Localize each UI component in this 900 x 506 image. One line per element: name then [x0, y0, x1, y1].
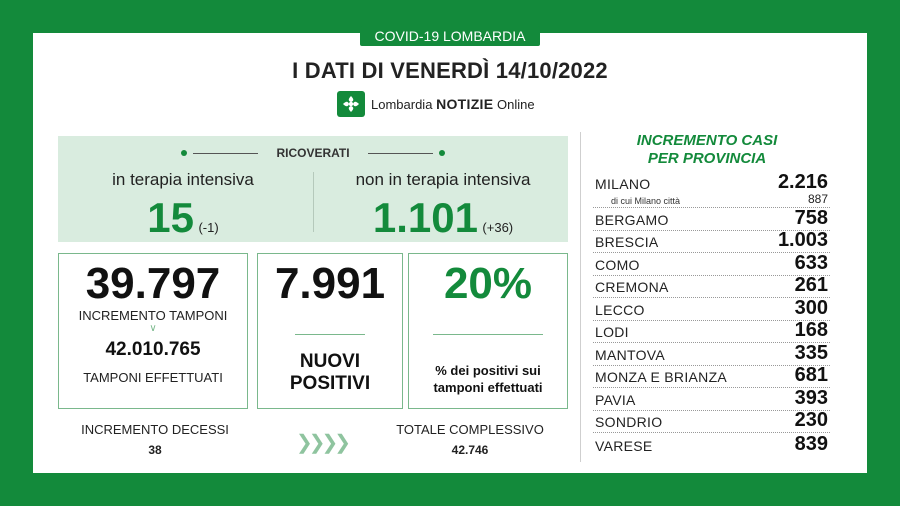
province-value: 633 [794, 251, 828, 274]
province-value: 2.216 [777, 171, 828, 193]
divider [368, 153, 433, 154]
list-item [593, 366, 830, 389]
provinces-title-2: PER PROVINCIA [647, 150, 767, 167]
province-name: PAVIA [595, 391, 636, 408]
non-icu-delta: (+36) [482, 220, 514, 235]
list-item [593, 298, 830, 321]
provinces-list [593, 172, 830, 456]
tests-increment-value: 39.797 [85, 259, 221, 308]
divider [433, 334, 543, 335]
province-name: COMO [595, 256, 640, 273]
divider [313, 172, 314, 232]
province-value: 758 [794, 206, 828, 229]
chevrons-right-icon: ❯❯❯❯ [296, 432, 348, 454]
divider [580, 132, 581, 462]
list-item [593, 253, 830, 276]
deaths-increment-label: INCREMENTO DECESSI [81, 422, 229, 437]
province-value: 1.003 [777, 229, 828, 251]
province-value: 261 [794, 274, 828, 296]
list-item [593, 172, 830, 208]
province-value: 168 [794, 319, 828, 341]
non-icu-label: non in terapia intensiva [355, 170, 531, 189]
icu-block [78, 170, 288, 242]
logo[interactable] [337, 91, 535, 117]
province-name: SONDRIO [595, 414, 663, 430]
positivity-rate-label-2: tamponi effettuati [433, 380, 543, 395]
dot-icon [439, 150, 445, 156]
deaths-total-block [380, 422, 560, 457]
province-name: MANTOVA [595, 346, 666, 363]
icu-delta: (-1) [198, 220, 219, 235]
icu-value: 15 [147, 194, 195, 241]
list-item [593, 388, 830, 411]
logo-text [371, 96, 535, 112]
deaths-increment-block [62, 422, 248, 457]
logo-suffix: Online [497, 97, 535, 112]
hospitalized-heading: RICOVERATI [276, 146, 350, 160]
tests-increment-label: INCREMENTO TAMPONI [78, 308, 228, 323]
divider [295, 334, 365, 335]
logo-bold: NOTIZIE [436, 96, 494, 112]
province-name: MONZA E BRIANZA [595, 369, 728, 385]
non-icu-block [328, 170, 558, 242]
milano-city-value: 887 [807, 192, 828, 206]
province-name: MILANO [595, 176, 651, 192]
list-item [593, 411, 830, 434]
positives-label-2: POSITIVI [289, 373, 371, 394]
list-item [593, 343, 830, 366]
province-value: 839 [794, 432, 828, 455]
province-name: LODI [595, 324, 629, 340]
chevron-down-icon: ∨ [149, 323, 157, 334]
provinces-title-1: INCREMENTO CASI [636, 132, 778, 149]
province-name: BRESCIA [595, 234, 659, 250]
logo-prefix: Lombardia [371, 97, 433, 112]
tests-box [58, 253, 248, 409]
positives-label-1: NUOVI [299, 351, 361, 372]
page-title: I DATI DI VENERDÌ 14/10/2022 [292, 58, 608, 83]
provinces-title [597, 132, 817, 168]
list-item [593, 231, 830, 254]
icu-label: in terapia intensiva [112, 170, 254, 189]
province-name: BERGAMO [595, 211, 669, 228]
tests-total-value: 42.010.765 [105, 339, 201, 360]
list-item [593, 276, 830, 299]
deaths-total-value: 42.746 [451, 443, 489, 457]
province-value: 393 [794, 386, 828, 409]
positives-box [257, 253, 403, 409]
hospitalized-panel [58, 136, 568, 242]
province-name: VARESE [595, 437, 653, 454]
province-value: 335 [794, 341, 828, 364]
list-item [593, 433, 830, 456]
header-tag: COVID-19 LOMBARDIA [360, 26, 540, 46]
positivity-rate-box [408, 253, 568, 409]
positives-value: 7.991 [274, 259, 386, 308]
positivity-rate-label-1: % dei positivi sui [435, 363, 541, 378]
deaths-increment-value: 38 [148, 443, 162, 457]
lombardia-logo-icon [337, 91, 365, 117]
list-item [593, 208, 830, 231]
list-item [593, 321, 830, 344]
tests-total-label: TAMPONI EFFETTUATI [83, 370, 223, 385]
province-name: CREMONA [595, 279, 669, 295]
positivity-rate-value: 20% [443, 259, 533, 308]
province-value: 230 [794, 409, 828, 431]
deaths-total-label: TOTALE COMPLESSIVO [396, 422, 544, 437]
province-name: LECCO [595, 301, 645, 318]
milano-city-label: di cui Milano città [611, 196, 681, 206]
non-icu-value: 1.101 [372, 194, 478, 241]
province-value: 681 [794, 364, 828, 386]
province-value: 300 [794, 296, 828, 319]
